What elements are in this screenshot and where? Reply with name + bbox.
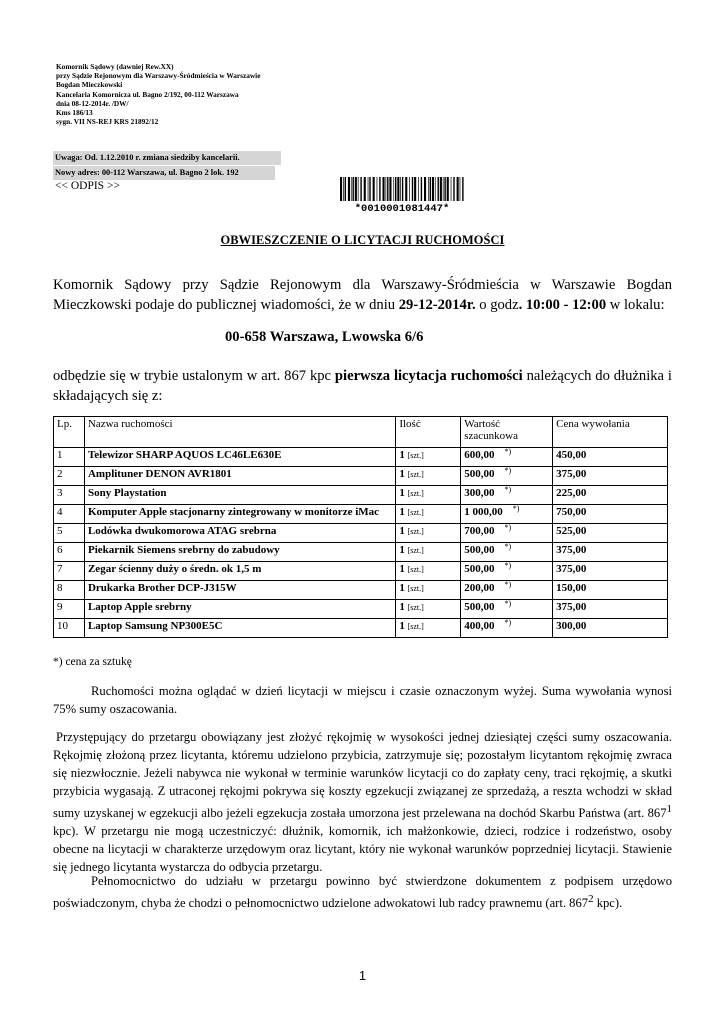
intro-paragraph: Komornik Sądowy przy Sądzie Rejonowym dla Warszawy-Śródmieścia w Warszawie Bogdan Mieczkowski podaje do publicznej wiadomości, że w dniu 29-12-2014r. o godz. 10:00 - 12:00 w lokalu: (53, 277, 672, 313)
row-asterisk: *) (512, 504, 520, 513)
row-item-name: Laptop Samsung NP300E5C (84, 619, 395, 638)
row-lp: 6 (54, 543, 85, 562)
barcode-bar (443, 177, 444, 201)
row-value: 200,00 *) (461, 581, 553, 600)
row-unit: [szt.] (407, 622, 424, 631)
barcode-bar (412, 177, 413, 201)
row-value: 500,00 *) (461, 543, 553, 562)
row-value: 1 000,00 *) (461, 505, 553, 524)
row-qty: 1 [szt.] (396, 581, 461, 600)
deposit-paragraph: Przystępujący do przetargu obowiązany jest złożyć rękojmię w wysokości jednej dziesiątej części sumy oszacowania. Rękojmię złożoną przez licytanta, któremu udzielono przybicia, zatrzymuje się; pozostałym licytantom rękojmię zwraca się niezwłocznie. Jeżeli nabywca nie wykonał w terminie warunków licytacji co do zapłaty ceny, traci rękojmię, a skutki przybicia wygasają. Z utraconej rękojmi pokrywa się koszty egzekucji związanej ze sprzedażą, a reszta wchodzi w skład sumy uzyskanej w egzekucji albo jeżeli egzekucja została umorzona jest przelewana na dochód Skarbu Państwa (art. $867^1$ kpc). W przetargu nie mogą uczestniczyć: dłużnik, komornik, ich małżonkowie, dzieci, rodzice i rodzeństwo, osoby obecne na licytacji w charakterze urzędowym oraz licytant, który nie wykonał warunków poprzedniej licytacji. Stawienie się jednego licytanta wystarcza do odbycia przetargu. (53, 730, 672, 874)
row-price: 375,00 (553, 467, 668, 486)
table-row (54, 505, 668, 524)
barcode-bar (457, 177, 459, 201)
header-lp: Lp. (54, 417, 85, 448)
header-price: Cena wywołania (553, 417, 668, 448)
viewing-paragraph: Ruchomości można oglądać w dzień licytacji w miejscu i czasie oznaczonym wyżej. Suma wywołania wynosi 75% sumy oszacowania. (53, 684, 672, 716)
items-table (53, 416, 668, 638)
row-value: 300,00 *) (461, 486, 553, 505)
row-value: 400,00 *) (461, 619, 553, 638)
auction-date: 29-12-2014r. (398, 297, 476, 313)
barcode-bar (379, 177, 380, 201)
barcode-bar (418, 177, 419, 201)
row-unit: [szt.] (407, 584, 424, 593)
row-price: 300,00 (553, 619, 668, 638)
row-value: 500,00 *) (461, 467, 553, 486)
bailiff-header (56, 62, 306, 126)
row-item-name: Lodówka dwukomorowa ATAG srebrna (84, 524, 395, 543)
row-value: 700,00 *) (461, 524, 553, 543)
row-item-name: Sony Playstation (84, 486, 395, 505)
header-line: Bogdan Mieczkowski (56, 80, 123, 90)
row-lp: 4 (54, 505, 85, 524)
header-line: Kancelaria Komornicza ul. Bagno 2/192, 00-112 Warszawa (56, 89, 239, 99)
row-price: 450,00 (553, 448, 668, 467)
barcode-bar (432, 177, 434, 201)
header-qty: Ilość (396, 417, 461, 448)
row-price: 375,00 (553, 543, 668, 562)
header-line: sygn. VII NS-REJ KRS 21892/12 (56, 117, 159, 127)
barcode-bar (351, 177, 352, 201)
table-row (54, 543, 668, 562)
table-row (54, 524, 668, 543)
auction-mode-paragraph: odbędzie się w trybie ustalonym w art. 867 kpc pierwsza licytacja ruchomości należących do dłużnika i składających się z: (53, 368, 672, 404)
header-line: przy Sądzie Rejonowym dla Warszawy-Śródmieścia w Warszawie (56, 71, 261, 81)
table-row (54, 467, 668, 486)
barcode-bar (387, 177, 388, 201)
table-row (54, 486, 668, 505)
barcode-bar (421, 177, 422, 201)
row-unit: [szt.] (407, 451, 424, 460)
barcode-bar (428, 177, 429, 201)
page-number: 1 (358, 968, 367, 983)
table-row (54, 448, 668, 467)
document-title: OBWIESZCZENIE O LICYTACJI RUCHOMOŚCI (220, 233, 505, 247)
row-value: 500,00 *) (461, 562, 553, 581)
notice-line-2: Nowy adres: 00-112 Warszawa, ul. Bagno 2 lok. 192 (53, 166, 275, 180)
row-unit: [szt.] (407, 565, 424, 574)
row-asterisk: *) (504, 580, 512, 589)
barcode-bar (440, 177, 442, 201)
row-asterisk: *) (504, 485, 512, 494)
barcode-bar (353, 177, 354, 201)
barcode (338, 177, 466, 212)
barcode-bar (460, 177, 461, 201)
row-unit: [szt.] (407, 603, 424, 612)
row-item-name: Amplituner DENON AVR1801 (84, 467, 395, 486)
table-row (54, 581, 668, 600)
row-asterisk: *) (504, 523, 512, 532)
barcode-bar (409, 177, 410, 201)
table-header-row (54, 417, 668, 448)
barcode-bar (400, 177, 401, 201)
row-item-name: Zegar ścienny duży o średn. ok 1,5 m (84, 562, 395, 581)
row-asterisk: *) (504, 561, 512, 570)
barcode-bar (405, 177, 407, 201)
footnote: *) cena za sztukę (53, 656, 132, 668)
barcode-bar (358, 177, 359, 201)
barcode-bar (462, 177, 463, 201)
row-unit: [szt.] (407, 527, 424, 536)
row-asterisk: *) (504, 447, 512, 456)
row-qty: 1 [szt.] (396, 448, 461, 467)
row-unit: [szt.] (407, 546, 424, 555)
barcode-bar (348, 177, 350, 201)
row-lp: 1 (54, 448, 85, 467)
row-item-name: Laptop Apple srebrny (84, 600, 395, 619)
barcode-bar (386, 177, 387, 201)
header-line: dnia 08-12-2014r. /DW/ (56, 98, 129, 108)
header-line: Komornik Sądowy (dawniej Rew.XX) (56, 62, 174, 71)
barcode-bar (343, 177, 344, 201)
auction-location: 00-658 Warszawa, Lwowska 6/6 (225, 329, 424, 345)
table-row (54, 562, 668, 581)
barcode-bar (438, 177, 439, 201)
barcode-bar (395, 177, 396, 201)
barcode-bar (377, 177, 378, 201)
row-price: 225,00 (553, 486, 668, 505)
row-qty: 1 [szt.] (396, 562, 461, 581)
barcode-text: *0010001081447* (354, 203, 450, 212)
header-value: Wartość szacunkowa (461, 417, 553, 448)
barcode-bar (368, 177, 369, 201)
row-price: 525,00 (553, 524, 668, 543)
barcode-bar (369, 177, 370, 201)
row-price: 750,00 (553, 505, 668, 524)
row-asterisk: *) (504, 542, 512, 551)
row-asterisk: *) (504, 466, 512, 475)
auction-time: . 10:00 - 12:00 (518, 297, 607, 313)
notice-line-1: Uwaga: Od. 1.12.2010 r. zmiana siedziby kancelarii. (53, 151, 281, 165)
row-unit: [szt.] (407, 489, 424, 498)
row-item-name: Telewizor SHARP AQUOS LC46LE630E (84, 448, 395, 467)
row-value: 600,00 *) (461, 448, 553, 467)
barcode-bar (355, 177, 357, 201)
row-qty: 1 [szt.] (396, 486, 461, 505)
barcode-bar (444, 177, 445, 201)
row-unit: [szt.] (407, 470, 424, 479)
power-of-attorney-paragraph: Pełnomocnictwo do udziału w przetargu powinno być stwierdzone dokumentem z podpisem urzędowo poświadczonym, chyba że chodzi o pełnomocnictwo udzielone adwokatowi lub radcy prawnemu (art. $867^2$ kpc). (53, 874, 672, 911)
odpis-label: << ODPIS >> (55, 180, 120, 192)
row-lp: 5 (54, 524, 85, 543)
table-row (54, 619, 668, 638)
barcode-bar (364, 177, 366, 201)
barcode-bar (435, 177, 436, 201)
barcode-bar (447, 177, 449, 201)
barcode-bar (397, 177, 399, 201)
row-lp: 10 (54, 619, 85, 638)
row-item-name: Komputer Apple stacjonarny zintegrowany w monitorze iMac (84, 505, 395, 524)
row-qty: 1 [szt.] (396, 600, 461, 619)
row-qty: 1 [szt.] (396, 505, 461, 524)
barcode-bar (402, 177, 403, 201)
row-price: 150,00 (553, 581, 668, 600)
row-lp: 9 (54, 600, 85, 619)
row-item-name: Piekarnik Siemens srebrny do zabudowy (84, 543, 395, 562)
barcode-bar (430, 177, 431, 201)
header-line: Kms 186/13 (56, 108, 93, 118)
row-qty: 1 [szt.] (396, 543, 461, 562)
row-asterisk: *) (504, 599, 512, 608)
header-name: Nazwa ruchomości (84, 417, 395, 448)
row-item-name: Drukarka Brother DCP-J315W (84, 581, 395, 600)
row-lp: 8 (54, 581, 85, 600)
address-change-notice (53, 151, 281, 181)
row-lp: 3 (54, 486, 85, 505)
row-asterisk: *) (504, 618, 512, 627)
barcode-bar (424, 177, 426, 201)
row-qty: 1 [szt.] (396, 524, 461, 543)
row-value: 500,00 *) (461, 600, 553, 619)
barcode-bar (451, 177, 452, 201)
barcode-bar (340, 177, 342, 201)
row-price: 375,00 (553, 562, 668, 581)
barcode-bar (393, 177, 394, 201)
barcode-bar (345, 177, 346, 201)
row-lp: 7 (54, 562, 85, 581)
barcode-bar (360, 177, 361, 201)
barcode-bar (373, 177, 375, 201)
row-qty: 1 [szt.] (396, 467, 461, 486)
row-unit: [szt.] (407, 508, 424, 517)
barcode-bar (389, 177, 391, 201)
row-price: 375,00 (553, 600, 668, 619)
table-row (54, 600, 668, 619)
barcode-bar (383, 177, 385, 201)
barcode-bar (414, 177, 416, 201)
row-lp: 2 (54, 467, 85, 486)
row-qty: 1 [szt.] (396, 619, 461, 638)
barcode-bar (453, 177, 454, 201)
